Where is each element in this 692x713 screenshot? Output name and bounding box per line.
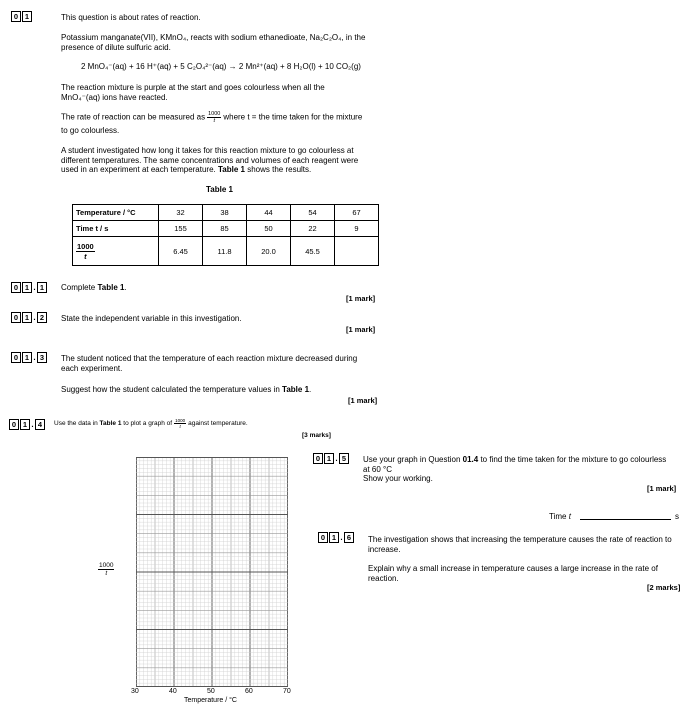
qnum-digit: 5	[339, 453, 349, 464]
table-cell: 45.5	[291, 237, 335, 266]
qnum-digit: 3	[37, 352, 47, 363]
qnum-digit: 1	[329, 532, 339, 543]
table-row	[73, 205, 379, 221]
table-cell: 6.45	[159, 237, 203, 266]
colour-change-text: The reaction mixture is purple at the start and goes colourless when all the MnO₄⁻(aq) ions have reacted.	[61, 83, 325, 102]
x-tick-label: 30	[131, 688, 139, 695]
qnum-digit: 1	[324, 453, 334, 464]
qnum-digit: 1	[22, 11, 32, 22]
investigation-description: A student investigated how long it takes for this reaction mixture to go colourless at different temperatures. The same concentrations and volumes of each reagent were used in an experiment at each temperature. Table 1 shows the results.	[61, 146, 359, 174]
y-axis-label: $\frac{1000}{t}$	[99, 562, 114, 577]
table-row	[73, 237, 379, 266]
qnum-digit: 2	[37, 312, 47, 323]
qnum-digit: 0	[318, 532, 328, 543]
question-number-01	[11, 11, 32, 22]
table-cell: 67	[335, 205, 379, 221]
marks-01-2: [1 mark]	[346, 325, 376, 334]
qnum-digit: 1	[20, 419, 30, 430]
question-01-1-text: Complete Table 1.	[61, 283, 127, 292]
table-cell: 20.0	[247, 237, 291, 266]
time-answer-label: Time t	[549, 512, 571, 521]
qnum-digit: 0	[11, 352, 21, 363]
question-01-2-text: State the independent variable in this investigation.	[61, 314, 242, 323]
time-answer-field[interactable]	[580, 519, 671, 520]
results-table	[72, 204, 379, 266]
qnum-digit: 1	[22, 312, 32, 323]
marks-01-5: [1 mark]	[647, 484, 677, 493]
question-number-01-5: 0 1 . 5	[313, 453, 349, 464]
table-cell: 50	[247, 221, 291, 237]
x-tick-label: 40	[169, 688, 177, 695]
x-tick-label: 70	[283, 688, 291, 695]
qnum-digit: 1	[22, 282, 32, 293]
row-label-temperature: Temperature / °C	[73, 205, 159, 221]
qnum-digit: 4	[35, 419, 45, 430]
table-cell: 44	[247, 205, 291, 221]
marks-01-6: [2 marks]	[647, 583, 681, 592]
table-caption: Table 1	[206, 185, 233, 194]
qnum-digit: 0	[11, 11, 21, 22]
x-tick-label: 60	[245, 688, 253, 695]
question-number-01-6: 0 1 . 6	[318, 532, 354, 543]
table-cell: 155	[159, 221, 203, 237]
marks-01-3: [1 mark]	[348, 396, 378, 405]
qnum-digit: 0	[11, 282, 21, 293]
table-cell: 54	[291, 205, 335, 221]
table-cell: 22	[291, 221, 335, 237]
question-number-01-2: 0 1 . 2	[11, 312, 47, 323]
question-01-6-text: The investigation shows that increasing the temperature causes the rate of reaction to increase.	[368, 535, 672, 554]
qnum-digit: 1	[37, 282, 47, 293]
question-01-5-text: Use your graph in Question 01.4 to find the time taken for the mixture to go colourless at 60 °C Show your working.	[363, 455, 667, 483]
question-number-01-3: 0 1 . 3	[11, 352, 47, 363]
answer-cell[interactable]	[335, 237, 379, 266]
row-label-time: Time t / s	[73, 221, 159, 237]
chemical-equation: 2 MnO₄⁻(aq) + 16 H⁺(aq) + 5 C₂O₄²⁻(aq) → 2 Mn²⁺(aq) + 8 H₂O(l) + 10 CO₂(g)	[81, 62, 361, 71]
table-cell: 38	[203, 205, 247, 221]
table-cell: 32	[159, 205, 203, 221]
intro-text: This question is about rates of reaction.	[61, 13, 201, 22]
table-cell: 85	[203, 221, 247, 237]
question-01-3-text: The student noticed that the temperature of each reaction mixture decreased during each experiment.	[61, 354, 358, 373]
marks-01-4: [3 marks]	[302, 432, 331, 439]
qnum-digit: 1	[22, 352, 32, 363]
rate-fraction: $\frac{1000}{t}$	[208, 111, 221, 124]
question-01-6-explain: Explain why a small increase in temperature causes a large increase in the rate of reaction.	[368, 564, 658, 583]
time-answer-unit: s	[675, 512, 679, 521]
qnum-digit: 0	[313, 453, 323, 464]
qnum-digit: 6	[344, 532, 354, 543]
marks-01-1: [1 mark]	[346, 294, 376, 303]
question-number-01-4: 0 1 . 4	[9, 419, 45, 430]
table-cell: 9	[335, 221, 379, 237]
table-row	[73, 221, 379, 237]
rate-definition: The rate of reaction can be measured as $\frac{1000}{t}$ where t = the time taken for the mixture to go colourless.	[61, 111, 363, 135]
x-axis-label: Temperature / °C	[184, 697, 237, 704]
question-number-01-1: 0 1 . 1	[11, 282, 47, 293]
x-tick-label: 50	[207, 688, 215, 695]
table-cell: 11.8	[203, 237, 247, 266]
row-label-rate: $\frac{1000}{t}$	[73, 237, 159, 266]
qnum-digit: 0	[11, 312, 21, 323]
question-01-4-text: Use the data in Table 1 to plot a graph of $\frac{1000}{t}$ against temperature.	[54, 418, 248, 429]
reaction-description: Potassium manganate(VII), KMnO₄, reacts with sodium ethanedioate, Na₂C₂O₄, in the presence of dilute sulfuric acid.	[61, 33, 366, 52]
graph-grid[interactable]	[136, 457, 288, 687]
question-01-3-suggest: Suggest how the student calculated the temperature values in Table 1.	[61, 385, 312, 394]
qnum-digit: 0	[9, 419, 19, 430]
